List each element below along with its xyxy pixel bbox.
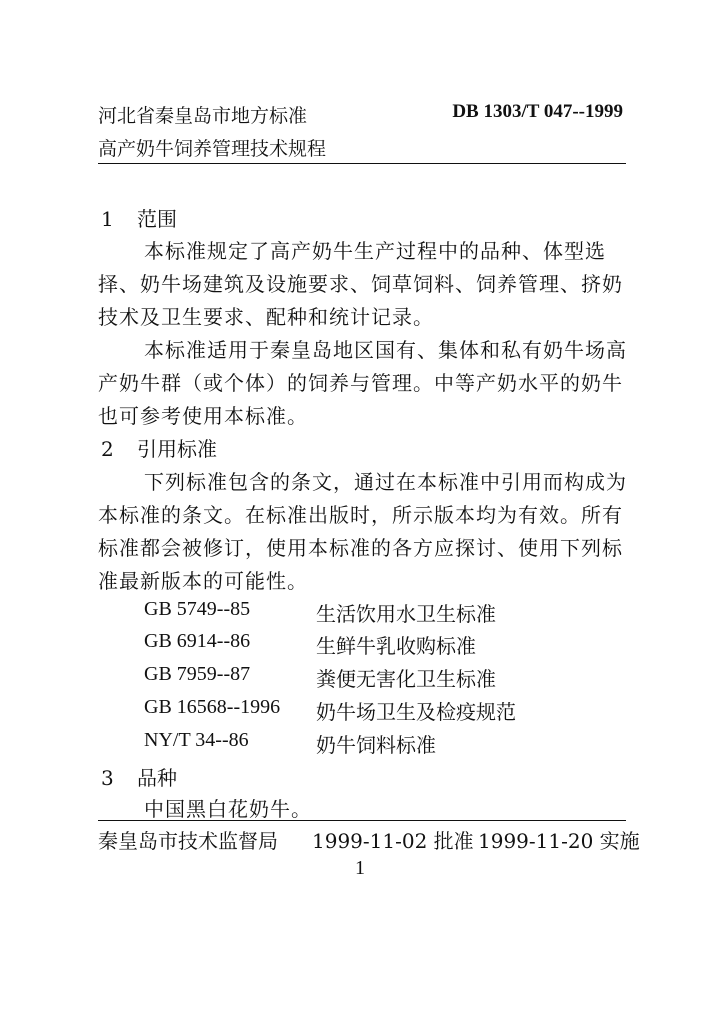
document-title: 高产奶牛饲养管理技术规程	[98, 138, 327, 160]
paragraph-line: 下列标准包含的条文，通过在本标准中引用而构成为	[144, 470, 627, 494]
reference-code: GB 16568--1996	[144, 696, 281, 718]
section-title: 引用标准	[137, 437, 217, 461]
reference-name: 生鲜牛乳收购标准	[316, 634, 476, 658]
paragraph-line: 产奶牛群（或个体）的饲养与管理。中等产奶水平的奶牛	[98, 371, 623, 395]
section-number: 2	[101, 437, 114, 461]
page-number: 1	[355, 857, 365, 879]
header-divider	[98, 163, 626, 164]
paragraph-line: 本标准的条文。在标准出版时，所示版本均为有效。所有	[98, 503, 623, 527]
paragraph-line: 也可参考使用本标准。	[98, 404, 308, 428]
paragraph-line: 中国黑白花奶牛。	[144, 797, 312, 821]
section-2-heading	[101, 433, 217, 462]
issuer-title: 河北省秦皇岛市地方标准	[98, 105, 308, 127]
effective-date: 1999-11-20 实施	[478, 829, 640, 853]
approval-date: 1999-11-02 批准	[312, 829, 474, 853]
paragraph-line: 技术及卫生要求、配种和统计记录。	[98, 305, 434, 329]
reference-code: GB 5749--85	[144, 598, 251, 620]
paragraph-line: 准最新版本的可能性。	[98, 569, 308, 593]
paragraph-line: 本标准规定了高产奶牛生产过程中的品种、体型选	[144, 239, 606, 263]
section-number: 3	[101, 766, 114, 790]
section-1-heading	[101, 203, 177, 232]
reference-name: 粪便无害化卫生标准	[316, 667, 496, 691]
standard-code: DB 1303/T 047--1999	[452, 101, 623, 122]
reference-code: GB 7959--87	[144, 663, 251, 685]
paragraph-line: 择、奶牛场建筑及设施要求、饲草饲料、饲养管理、挤奶	[98, 272, 623, 296]
reference-name: 奶牛场卫生及检疫规范	[316, 700, 516, 724]
paragraph-line: 本标准适用于秦皇岛地区国有、集体和私有奶牛场高	[144, 338, 627, 362]
paragraph-line: 标准都会被修订，使用本标准的各方应探讨、使用下列标	[98, 536, 623, 560]
section-number: 1	[101, 207, 114, 231]
reference-code: GB 6914--86	[144, 630, 251, 652]
section-3-heading	[101, 762, 177, 791]
footer-divider	[98, 820, 626, 821]
issuing-authority: 秦皇岛市技术监督局	[98, 829, 278, 853]
section-title: 范围	[137, 207, 177, 231]
reference-name: 奶牛饲料标准	[316, 733, 436, 757]
reference-name: 生活饮用水卫生标准	[316, 602, 496, 626]
reference-code: NY/T 34--86	[144, 729, 249, 751]
section-title: 品种	[137, 766, 177, 790]
